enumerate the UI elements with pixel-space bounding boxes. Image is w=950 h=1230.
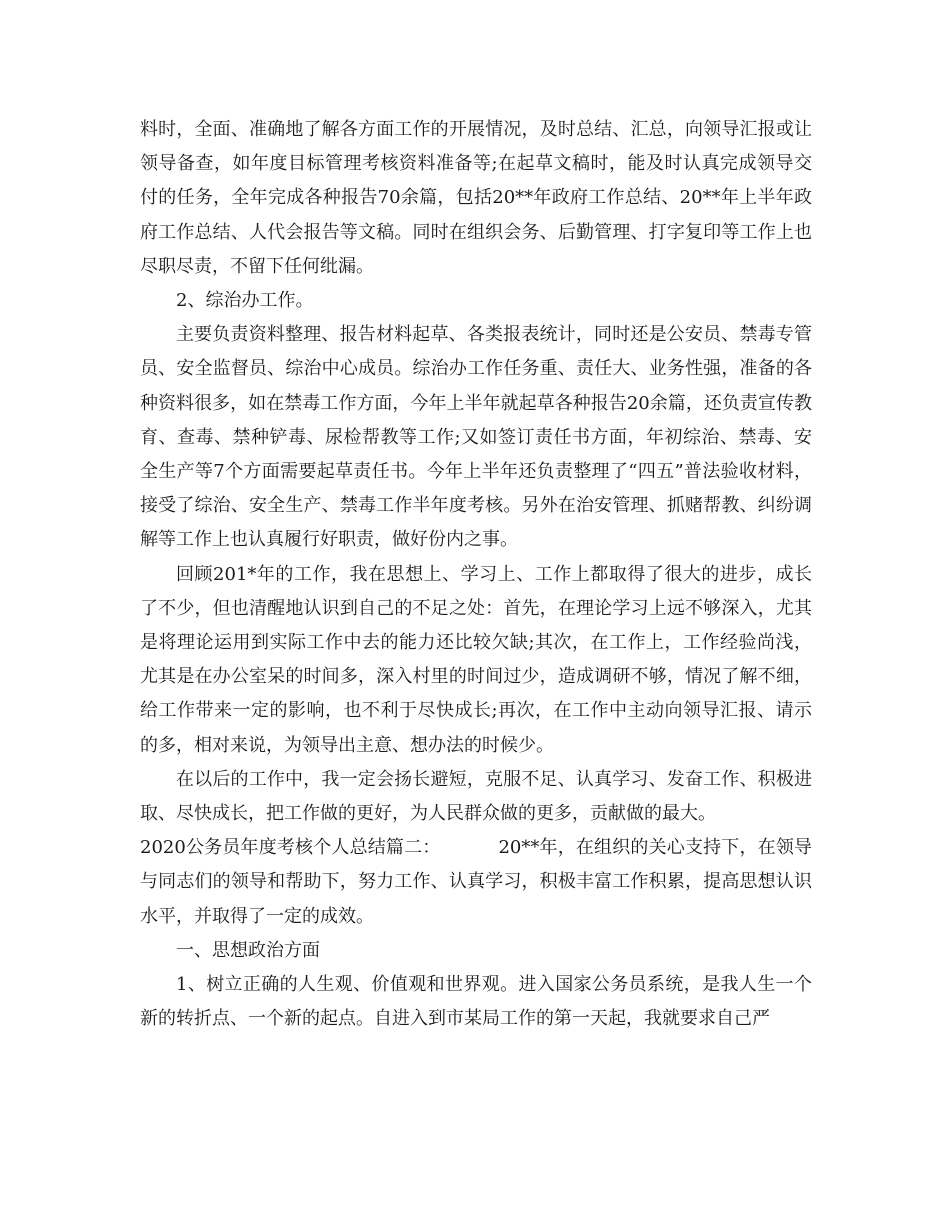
paragraph-review-shortcomings: 回顾201*年的工作，我在思想上、学习上、工作上都取得了很大的进步，成长了不少，但也清醒地认识到自己的不足之处：首先，在理论学习上远不够深入，尤其是将理论运用到实际工作中去的能力还比较欠缺;其次，在工作上，工作经验尚浅，尤其是在办公室呆的时间多，深入村里的时间过少，造成调研不够，情况了解不细，给工作带来一定的影响，也不利于尽快成长;再次，在工作中主动向领导汇报、请示的多，相对来说，为领导出主意、想办法的时候少。: [140, 563, 812, 756]
document-body: [140, 113, 812, 1036]
paragraph-values-outlook: 1、树立正确的人生观、价值观和世界观。进入国家公务员系统，是我人生一个新的转折点、一个新的起点。自进入到市某局工作的第一天起，我就要求自己严: [140, 974, 812, 1030]
paragraph-comprehensive-office-duties: 主要负责资料整理、报告材料起草、各类报表统计，同时还是公安员、禁毒专管员、安全监督员、综治中心成员。综治办工作任务重、责任大、业务性强，准备的各种资料很多，如在禁毒工作方面，今年上半年就起草各种报告20余篇，还负责宣传教育、查毒、禁种铲毒、尿检帮教等工作;又如签订责任书方面，年初综治、禁毒、安全生产等7个方面需要起草责任书。今年上半年还负责整理了“四五”普法验收材料，接受了综治、安全生产、禁毒工作半年度考核。另外在治安管理、抓赌帮教、纠纷调解等工作上也认真履行好职责，做好份内之事。: [140, 324, 812, 551]
paragraph-future-commitment: 在以后的工作中，我一定会扬长避短，克服不足、认真学习、发奋工作、积极进取、尽快成长，把工作做的更好，为人民群众做的更多，贡献做的最大。: [140, 768, 812, 825]
section-heading-political-thought: 一、思想政治方面: [176, 939, 320, 961]
paragraph-part-two: [140, 831, 812, 934]
part-two-intro: 20**年，在组织的关心支持下，在领导与同志们的领导和帮助下，努力工作、认真学习，积极丰富工作积累，提高思想认识水平，并取得了一定的成效。: [140, 837, 812, 927]
paragraph-continuation: 料时，全面、准确地了解各方面工作的开展情况，及时总结、汇总，向领导汇报或让领导备查，如年度目标管理考核资料准备等;在起草文稿时，能及时认真完成领导交付的任务，全年完成各种报告70余篇，包括20**年政府工作总结、20**年上半年政府工作总结、人代会报告等文稿。同时在组织会务、后勤管理、打字复印等工作上也尽职尽责，不留下任何纰漏。: [140, 119, 812, 277]
section-heading-comprehensive-office: 2、综治办工作。: [176, 290, 314, 312]
part-two-heading: 2020公务员年度考核个人总结篇二：: [140, 837, 441, 859]
